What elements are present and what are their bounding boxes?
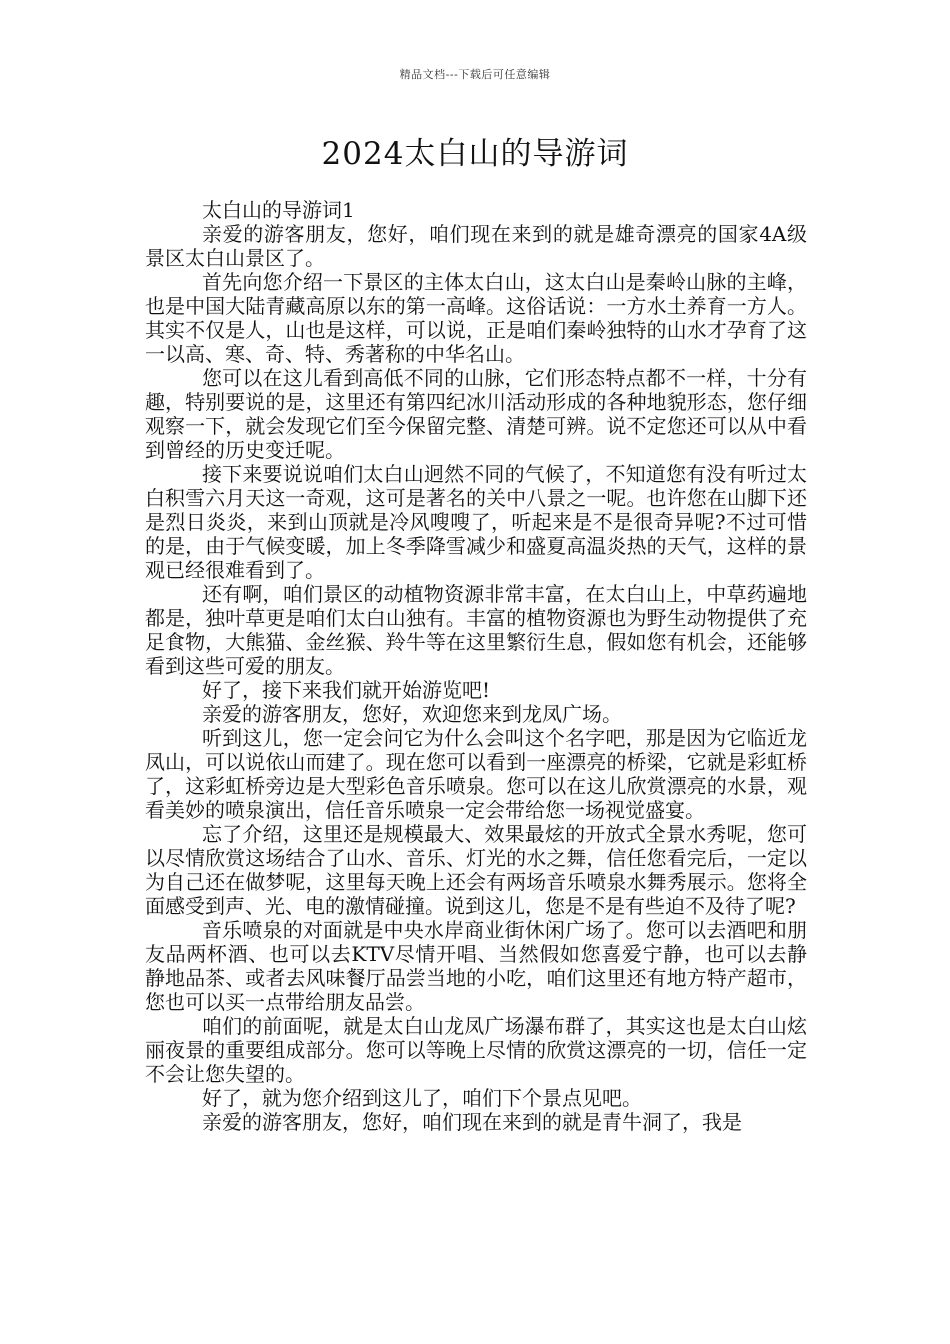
paragraph: 您可以在这儿看到高低不同的山脉，它们形态特点都不一样，十分有趣，特别要说的是，这里还有第四纪冰川活动形成的各种地貌形态，您仔细观察一下，就会发现它们至今保留完整、清楚可辨。说不定您还可以从中看到曾经的历史变迁呢。: [145, 366, 807, 462]
paragraph: 好了，就为您介绍到这儿了，咱们下个景点见吧。: [202, 1086, 642, 1110]
paragraph: 还有啊，咱们景区的动植物资源非常丰富，在太白山上，中草药遍地都是，独叶草更是咱们太白山独有。丰富的植物资源也为野生动物提供了充足食物，大熊猫、金丝猴、羚牛等在这里繁衍生息，假如您有机会，还能够看到这些可爱的朋友。: [145, 582, 807, 678]
paragraph: 音乐喷泉的对面就是中央水岸商业街休闲广场了。您可以去酒吧和朋友品两杯酒、也可以去KTV尽情开唱、当然假如您喜爱宁静，也可以去静静地品茶、或者去风味餐厅品尝当地的小吃，咱们这里还有地方特产超市，您也可以买一点带给朋友品尝。: [145, 918, 807, 1014]
paragraph: 亲爱的游客朋友，您好，咱们现在来到的就是青牛洞了，我是: [202, 1110, 742, 1134]
paragraph: 接下来要说说咱们太白山迥然不同的气候了，不知道您有没有听过太白积雪六月天这一奇观，这可是著名的关中八景之一呢。也许您在山脚下还是烈日炎炎，来到山顶就是冷风嗖嗖了，听起来是不是很奇异呢?不过可惜的是，由于气候变暖，加上冬季降雪减少和盛夏高温炎热的天气，这样的景观已经很难看到了。: [145, 462, 807, 582]
document-title: 2024太白山的导游词: [321, 136, 629, 172]
paragraph: 亲爱的游客朋友，您好，欢迎您来到龙凤广场。: [202, 702, 622, 726]
paragraph: 忘了介绍，这里还是规模最大、效果最炫的开放式全景水秀呢，您可以尽情欣赏这场结合了山水、音乐、灯光的水之舞，信任您看完后，一定以为自己还在做梦呢，这里每天晚上还会有两场音乐喷泉水舞秀展示。您将全面感受到声、光、电的激情碰撞。说到这儿，您是不是有些迫不及待了呢?: [145, 822, 807, 918]
paragraph: 听到这儿，您一定会问它为什么会叫这个名字吧，那是因为它临近龙凤山，可以说依山而建了。现在您可以看到一座漂亮的桥梁，它就是彩虹桥了，这彩虹桥旁边是大型彩色音乐喷泉。您可以在这儿欣赏漂亮的水景，观看美妙的喷泉演出，信任音乐喷泉一定会带给您一场视觉盛宴。: [145, 726, 807, 822]
paragraph: 好了，接下来我们就开始游览吧!: [202, 678, 491, 702]
header-note: 精品文档---下载后可任意编辑: [399, 68, 551, 81]
section-heading: 太白山的导游词1: [202, 198, 355, 222]
paragraph: 亲爱的游客朋友，您好，咱们现在来到的就是雄奇漂亮的国家4A级景区太白山景区了。: [145, 222, 807, 270]
paragraph: 首先向您介绍一下景区的主体太白山，这太白山是秦岭山脉的主峰，也是中国大陆青藏高原以东的第一高峰。这俗话说：一方水土养育一方人。其实不仅是人，山也是这样，可以说，正是咱们秦岭独特的山水才孕育了这一以高、寒、奇、特、秀著称的中华名山。: [145, 270, 807, 366]
paragraph: 咱们的前面呢，就是太白山龙凤广场瀑布群了，其实这也是太白山炫丽夜景的重要组成部分。您可以等晚上尽情的欣赏这漂亮的一切，信任一定不会让您失望的。: [145, 1014, 807, 1086]
document-body: [145, 198, 807, 1134]
